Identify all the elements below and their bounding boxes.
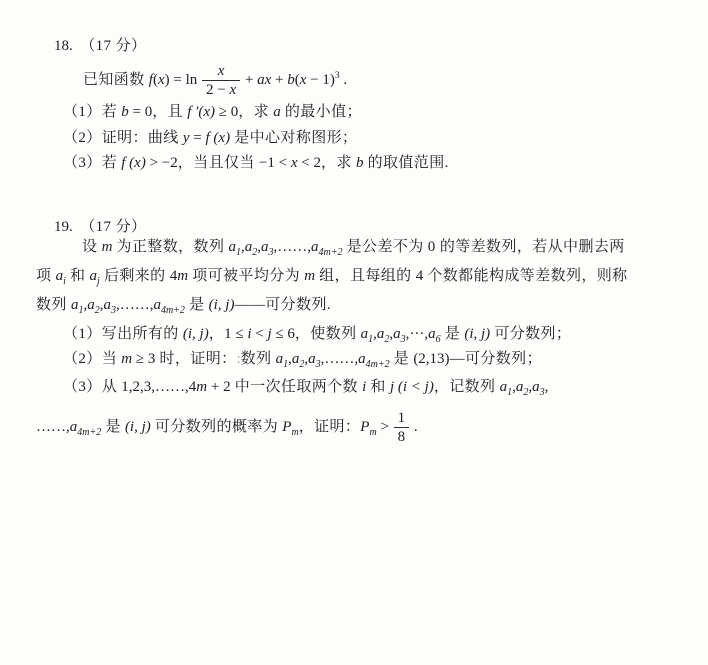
- fraction: $\frac{x}{2 - x}$: [202, 63, 240, 98]
- question-19-statement-line-2: 项 $a_i$ 和 $a_j$ 后剩来的 4m 项可被平均分为 m 组，且每组的 4 个数都能构成等差数列，则称: [36, 268, 628, 287]
- fraction: $\frac{1}{8}$: [394, 410, 410, 445]
- question-18-part-2: （2）证明：曲线 y = f (x) 是中心对称图形；: [63, 130, 358, 146]
- question-19-part-3-line-2: $\dots\dots,a_{4m+2}$ 是 (i, j) 可分数列的概率为 $P_m$，证明：$P_m$ > $\frac{1}{8}$ .: [36, 410, 418, 445]
- question-19-part-2: （2）当 m ≥ 3 时，证明：:数列 $a_1,a_2,a_3,\dots\dots,a_{4m+2}$ 是 (2,13)—可分数列；: [63, 351, 542, 370]
- question-18-part-3: （3）若 f (x) > −2，当且仅当 −1 < x < 2，求 b 的取值范围.: [63, 155, 449, 171]
- question-19-part-1: （1）写出所有的 (i, j)，1 ≤ i < j ≤ 6，使数列 $a_1,a_2,a_3,\cdot\cdot\cdot,a_6$ 是 (i, j) 可分数列；: [63, 326, 572, 345]
- question-18-header: 18. （17 分）: [54, 38, 147, 54]
- question-19-part-3-line-1: （3）从 1,2,3,……,4m + 2 中一次任取两个数 i 和 j (i < j)，记数列 $a_1,a_2,a_3$,: [63, 379, 549, 398]
- question-19-header: 19. （17 分）: [54, 219, 147, 235]
- question-18-part-1: （1）若 b = 0，且 f ′(x) ≥ 0，求 a 的最小值；: [63, 104, 362, 120]
- question-18-given-function: 已知函数 f(x) = ln $\frac{x}{2 - x}$ + ax + $b(x - 1)^3$ .: [83, 63, 348, 98]
- question-19-statement-line-3: 数列 $a_1,a_2,a_3,\dots\dots,a_{4m+2}$ 是 (i, j)——可分数列.: [36, 297, 332, 316]
- question-19-statement-line-1: 设 m 为正整数，数列 $a_1,a_2,a_3,\dots\dots,a_{4m+2}$ 是公差不为 0 的等差数列，若从中删去两: [82, 239, 625, 258]
